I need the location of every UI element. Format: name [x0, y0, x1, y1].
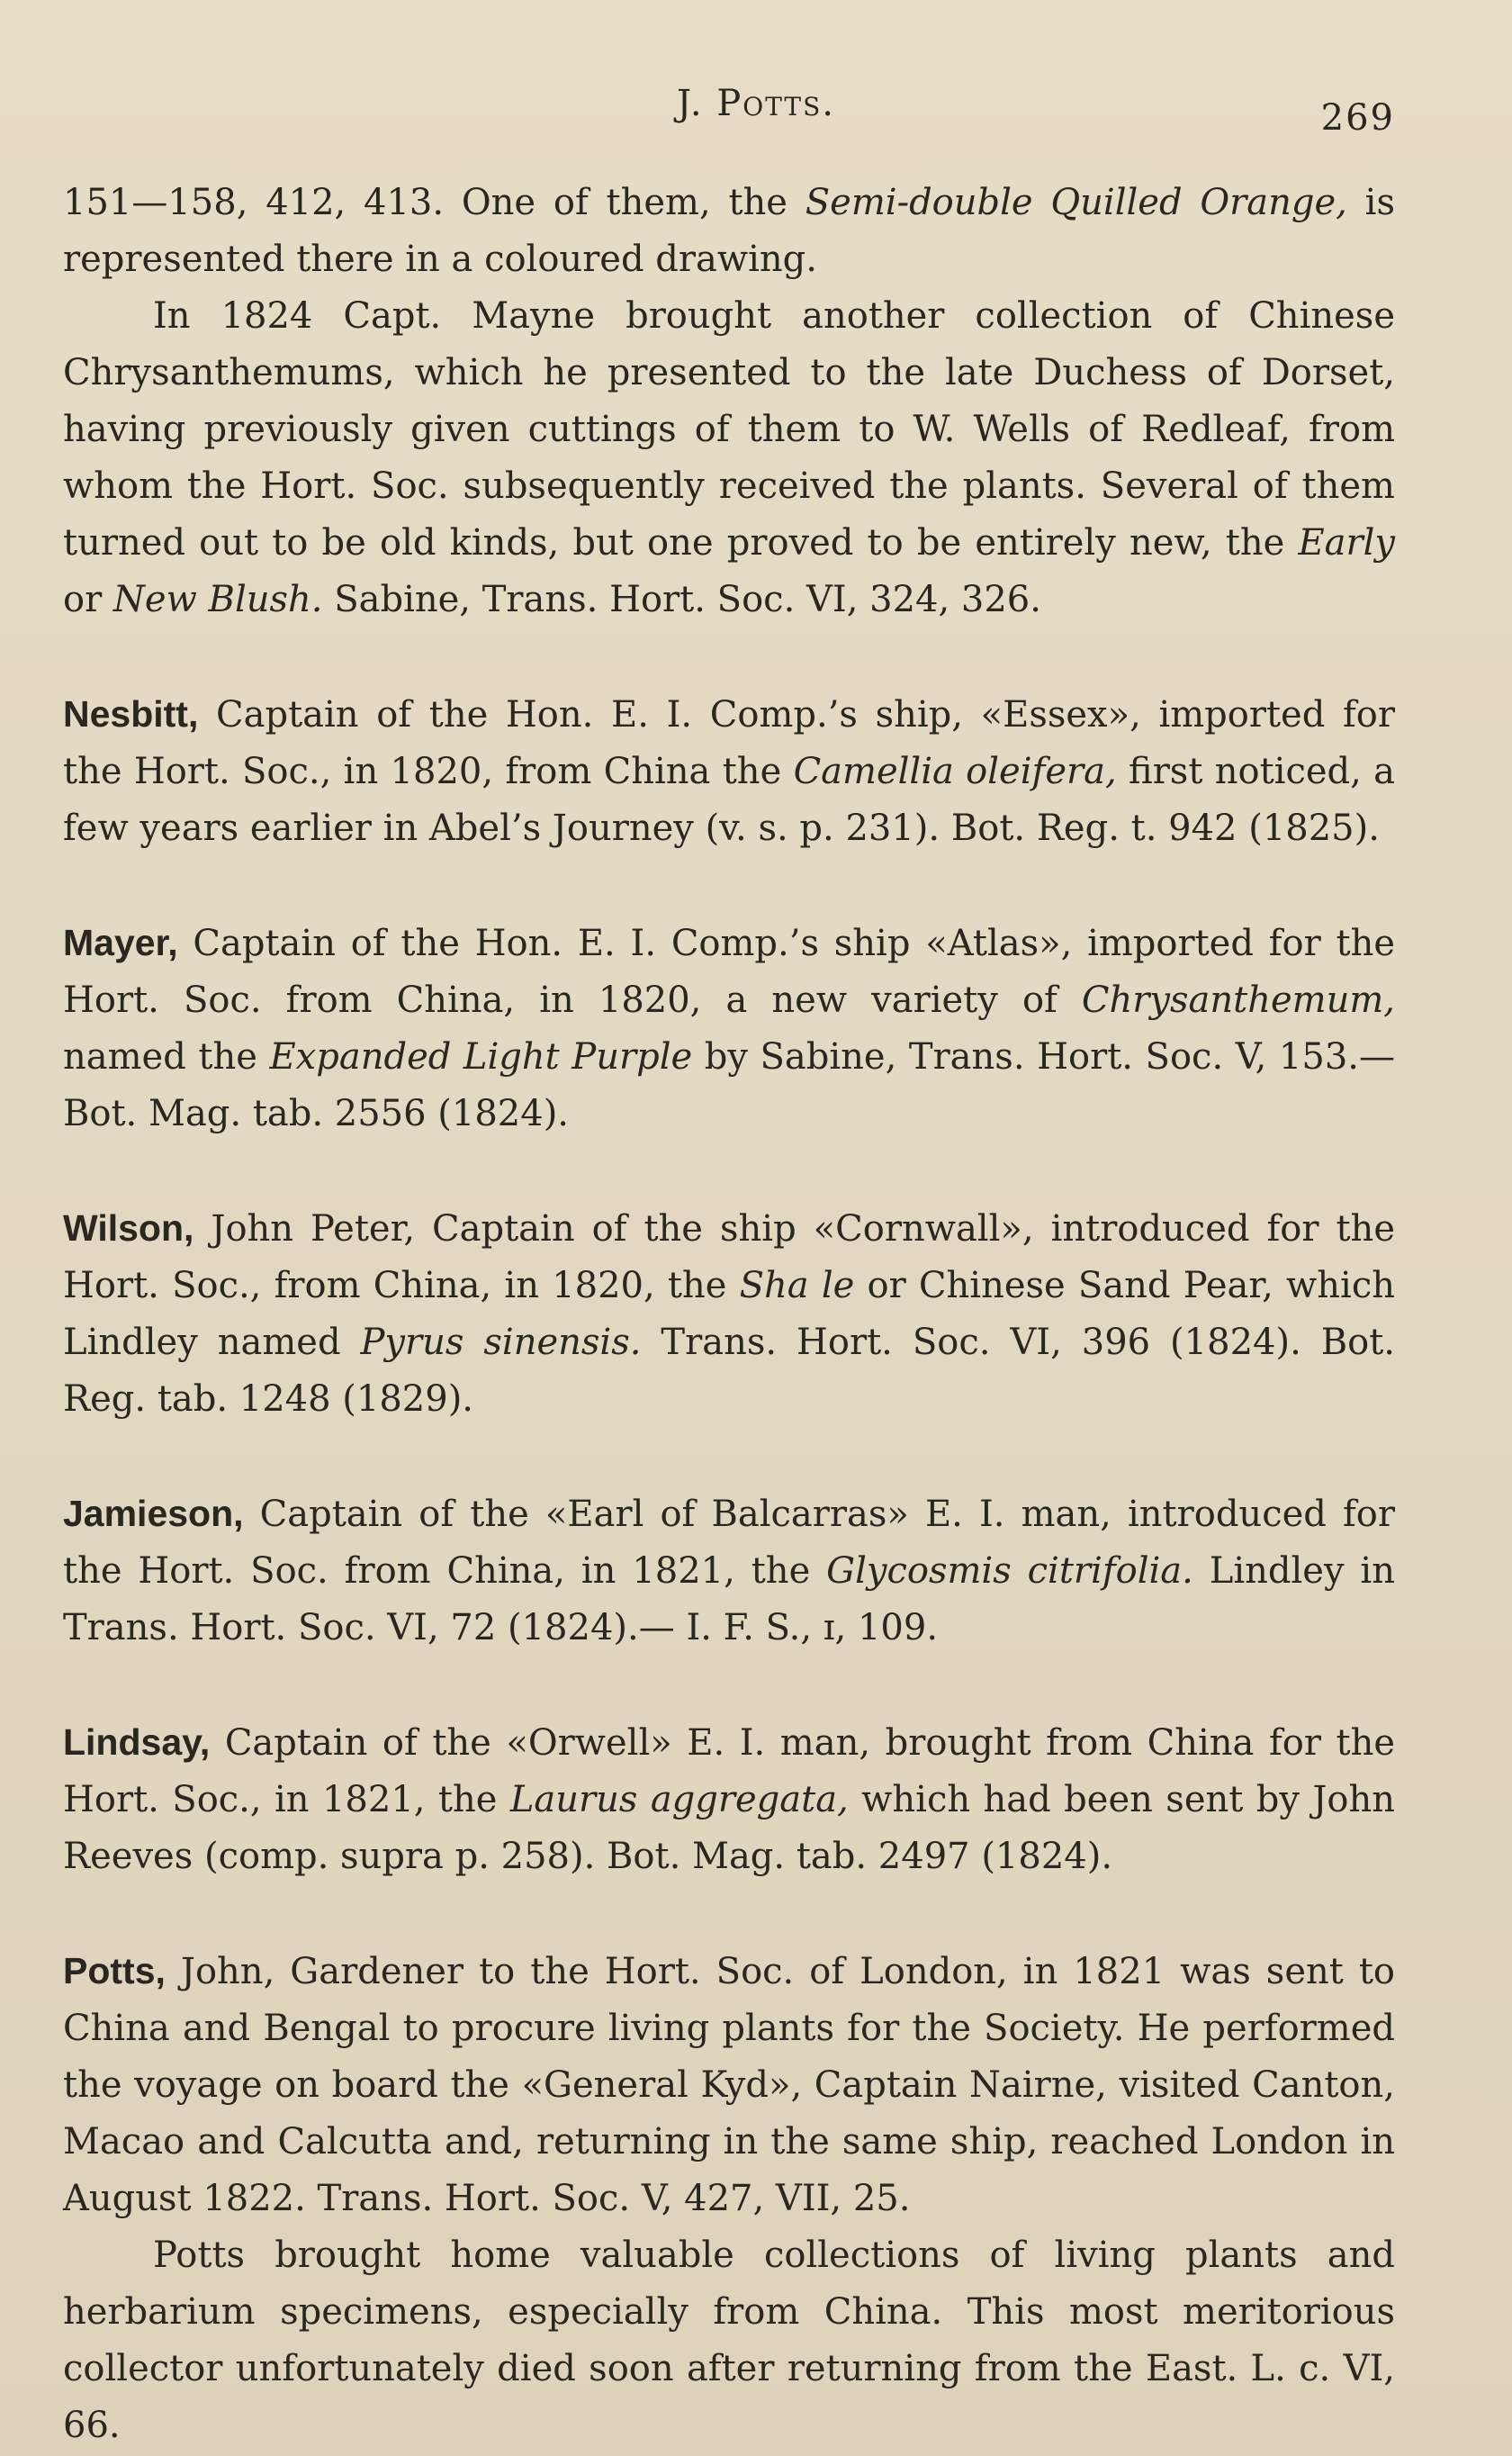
text-segment: is represented there in a coloured drawing.	[63, 182, 1395, 280]
italic-text: Glycosmis citrifolia.	[826, 1550, 1193, 1592]
paragraph	[63, 288, 1395, 628]
paragraph	[63, 2227, 1395, 2454]
text-segment: John, Gardener to the Hort. Soc. of London, in 1821 was sent to China and Bengal to procure living plants for the Society. He performed the voyage on board the «General Kyd», Captain Nairne, visited Canton, Macao and Calcutta and, returning in the same ship, reached London in August 1822. Trans. Hort. Soc. V, 427, VII, 25.	[63, 1951, 1395, 2219]
text-segment: Captain of the Hon. E. I. Comp.’s ship «Atlas», imported for the Hort. Soc. from China, in 1820, a new variety of	[63, 923, 1395, 1021]
italic-text: Expanded Light Purple	[269, 1036, 693, 1078]
text-segment: Captain of the «Orwell» E. I. man, brought from China for the Hort. Soc., in 1821, the	[63, 1722, 1395, 1820]
page-number: 269	[1320, 97, 1395, 139]
text-segment: In 1824 Capt. Mayne brought another collection of Chinese Chrysanthemums, which he presented to the late Duchess of Dorset, having previously given cuttings of them to W. Wells of Redleaf, from whom the Hort. Soc. subsequently received the plants. Several of them turned out to be old kinds, but one proved to be entirely new, the	[63, 295, 1395, 564]
paragraph	[63, 175, 1395, 288]
text-segment: Captain of the Hon. E. I. Comp.’s ship, «Essex», imported for the Hort. Soc., in 1820, from China the	[63, 694, 1395, 792]
text-segment: by Sabine, Trans. Hort. Soc. V, 153.— Bot. Mag. tab. 2556 (1824).	[63, 1036, 1395, 1134]
entry-name: Lindsay,	[63, 1721, 211, 1763]
italic-text: Semi-double Quilled Orange,	[805, 182, 1347, 223]
biography-entry	[63, 1485, 1395, 1657]
text-segment: named the	[63, 1036, 270, 1078]
text-segment: first noticed, a few years earlier in Abel’s Journey (v. s. p. 231). Bot. Reg. t. 942 (1825).	[63, 751, 1396, 849]
entry-name: Potts,	[63, 1950, 166, 1991]
text-segment: John Peter, Captain of the ship «Cornwall», introduced for the Hort. Soc., from China, in 1820, the	[63, 1208, 1395, 1306]
italic-text: Pyrus sinensis.	[360, 1322, 642, 1363]
running-head: J. Potts.	[677, 83, 835, 124]
italic-text: New Blush.	[112, 579, 323, 620]
biography-entry	[63, 1714, 1395, 1885]
text-segment: Lindley in Trans. Hort. Soc. VI, 72 (1824).— I. F. S., ɪ, 109.	[63, 1550, 1395, 1648]
text-segment: or	[63, 579, 113, 620]
italic-text: Laurus aggregata,	[509, 1779, 849, 1820]
text-segment: Potts brought home valuable collections of living plants and herbarium specimens, especially from China. This most meritorious collector unfortunately died soon after returning from the East. L. c. VI, 66.	[63, 2235, 1395, 2446]
italic-text: Sha le	[739, 1265, 855, 1306]
biography-entry	[63, 1200, 1395, 1428]
page-body	[63, 175, 1395, 2454]
italic-text: Camellia oleifera,	[793, 751, 1117, 792]
italic-text: Chrysanthemum,	[1081, 980, 1395, 1021]
biography-entry	[63, 686, 1395, 857]
entry-name: Mayer,	[63, 922, 178, 963]
text-segment: or Chinese Sand Pear, which Lindley named	[63, 1265, 1395, 1363]
biography-entry	[63, 1943, 1395, 2227]
text-segment: which had been sent by John Reeves (comp. supra p. 258). Bot. Mag. tab. 2497 (1824).	[63, 1779, 1395, 1877]
entry-name: Wilson,	[63, 1207, 194, 1249]
text-segment: Trans. Hort. Soc. VI, 396 (1824). Bot. Reg. tab. 1248 (1829).	[63, 1322, 1396, 1420]
biography-entry	[63, 915, 1395, 1142]
text-segment: Captain of the «Earl of Balcarras» E. I. man, introduced for the Hort. Soc. from China, in 1821, the	[63, 1494, 1395, 1592]
entry-name: Jamieson,	[63, 1493, 244, 1534]
italic-text: Early	[1298, 522, 1395, 564]
entry-name: Nesbitt,	[63, 693, 199, 735]
text-segment: 151—158, 412, 413. One of them, the	[63, 182, 806, 223]
text-segment: Sabine, Trans. Hort. Soc. VI, 324, 326.	[322, 579, 1041, 620]
